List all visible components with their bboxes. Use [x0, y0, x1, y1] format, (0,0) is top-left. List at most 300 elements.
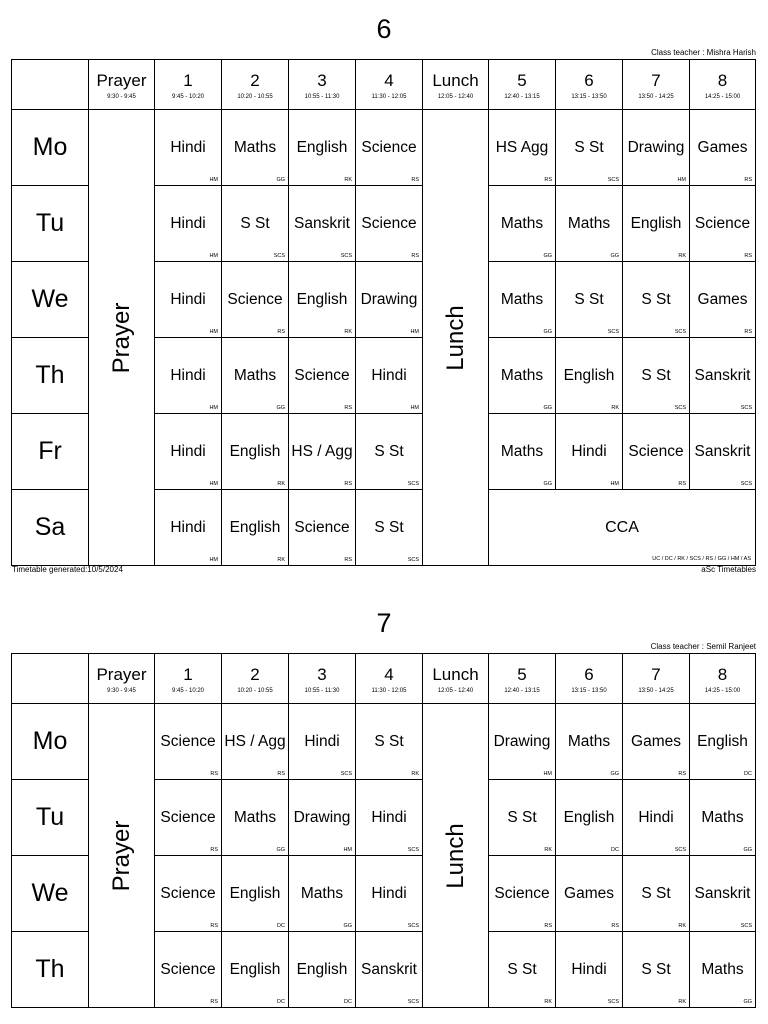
subject-name: Hindi — [371, 809, 407, 826]
lesson-cell — [222, 262, 289, 338]
teacher-code: RK — [611, 405, 619, 411]
teacher-code: RS — [411, 253, 419, 259]
teacher-code: HM — [209, 481, 218, 487]
day-label: We — [12, 262, 89, 338]
lesson-cell — [155, 490, 222, 566]
lesson-cell — [222, 490, 289, 566]
teacher-code: HM — [410, 405, 419, 411]
lesson-cell — [623, 262, 690, 338]
teacher-code: RK — [277, 481, 285, 487]
subject-name: Hindi — [170, 367, 206, 384]
timetable-grid — [11, 653, 756, 1008]
subject-name: English — [296, 139, 348, 156]
subject-name: Games — [564, 885, 614, 902]
day-row — [12, 110, 756, 186]
subject-name: Maths — [701, 961, 744, 978]
period-name: 5 — [517, 71, 527, 90]
period-name: 7 — [651, 665, 661, 684]
subject-name: Maths — [500, 215, 544, 232]
cca-teachers: UC / DC / RK / SCS / RS / GG / HM / AS — [652, 556, 751, 562]
timetable-title: 6 — [376, 14, 392, 44]
teacher-code: RS — [344, 481, 352, 487]
day-label: Sa — [12, 490, 89, 566]
teacher-code: RK — [678, 923, 686, 929]
lesson-cell — [222, 110, 289, 186]
lesson-cell — [556, 704, 623, 780]
subject-name: S St — [641, 367, 671, 384]
teacher-code: GG — [276, 847, 285, 853]
period-header — [623, 654, 690, 704]
lesson-cell — [356, 780, 423, 856]
period-time: 9:45 - 10:20 — [171, 688, 205, 694]
period-header — [155, 60, 222, 110]
teacher-code: DC — [277, 999, 285, 1005]
subject-name: Maths — [233, 367, 277, 384]
subject-name: Maths — [701, 809, 744, 826]
teacher-code: SCS — [607, 177, 619, 183]
day-label: Tu — [12, 186, 89, 262]
subject-name: English — [697, 733, 748, 750]
teacher-code: RK — [344, 329, 352, 335]
lesson-cell — [489, 856, 556, 932]
prayer-label: Prayer — [107, 302, 135, 373]
teacher-code: RK — [344, 177, 352, 183]
lesson-cell — [556, 262, 623, 338]
teacher-code: GG — [743, 847, 752, 853]
lesson-cell — [623, 338, 690, 414]
teacher-code: RS — [678, 771, 686, 777]
class-teacher: Class teacher : Mishra Harish — [651, 48, 756, 57]
teacher-code: HM — [343, 847, 352, 853]
subject-name: S St — [374, 733, 404, 750]
lunch-label: Lunch — [441, 304, 469, 371]
subject-name: English — [229, 885, 281, 902]
lesson-cell — [690, 414, 756, 490]
lesson-cell — [222, 932, 289, 1008]
teacher-code: GG — [610, 771, 619, 777]
teacher-code: GG — [743, 999, 752, 1005]
lesson-cell — [289, 932, 356, 1008]
subject-name: Science — [361, 215, 417, 232]
subject-name: S St — [641, 961, 671, 978]
period-header — [356, 60, 423, 110]
lesson-cell — [289, 704, 356, 780]
subject-name: Drawing — [493, 733, 551, 750]
subject-name: Maths — [500, 443, 544, 460]
subject-name: Maths — [233, 139, 277, 156]
teacher-code: HM — [209, 557, 218, 563]
subject-name: S St — [641, 291, 671, 308]
teacher-code: HM — [610, 481, 619, 487]
lesson-cell — [356, 110, 423, 186]
period-name: 4 — [384, 665, 394, 684]
lesson-cell — [623, 780, 690, 856]
lesson-cell — [690, 338, 756, 414]
teacher-code: SCS — [340, 253, 352, 259]
period-header — [289, 654, 356, 704]
subject-name: Sanskrit — [694, 443, 751, 460]
subject-name: Maths — [233, 809, 277, 826]
lesson-cell — [623, 414, 690, 490]
period-name: 2 — [250, 665, 260, 684]
period-time: 12:05 - 12:40 — [437, 94, 474, 100]
period-time: 12:05 - 12:40 — [437, 688, 474, 694]
subject-name: S St — [507, 961, 537, 978]
lesson-cell — [222, 780, 289, 856]
subject-name: S St — [641, 885, 671, 902]
teacher-code: RK — [678, 999, 686, 1005]
teacher-code: RS — [210, 923, 218, 929]
teacher-code: RS — [344, 557, 352, 563]
period-name: 6 — [584, 665, 594, 684]
period-time: 13:15 - 13:50 — [571, 94, 607, 100]
subject-name: Sanskrit — [694, 367, 751, 384]
subject-name: Hindi — [638, 809, 674, 826]
period-header — [556, 60, 623, 110]
day-label: Tu — [12, 780, 89, 856]
teacher-code: RK — [544, 847, 552, 853]
teacher-code: RS — [744, 177, 752, 183]
period-time: 12:40 - 13:15 — [504, 688, 540, 694]
teacher-code: RS — [210, 999, 218, 1005]
lesson-cell — [489, 780, 556, 856]
subject-name: S St — [574, 291, 604, 308]
subject-name: English — [630, 215, 682, 232]
subject-name: Maths — [567, 215, 611, 232]
period-name: 6 — [584, 71, 594, 90]
period-header — [289, 60, 356, 110]
prayer-cell — [89, 110, 155, 566]
lesson-cell — [623, 856, 690, 932]
teacher-code: SCS — [674, 847, 686, 853]
subject-name: Games — [631, 733, 681, 750]
subject-name: Science — [694, 215, 751, 232]
day-row — [12, 704, 756, 780]
period-header — [423, 654, 489, 704]
period-time: 10:20 - 10:55 — [237, 94, 273, 100]
lesson-cell — [155, 704, 222, 780]
subject-name: Science — [160, 885, 216, 902]
lesson-cell — [155, 932, 222, 1008]
subject-name: English — [563, 809, 615, 826]
period-name: Lunch — [432, 665, 479, 684]
prayer-label: Prayer — [107, 820, 135, 891]
subject-name: HS / Agg — [291, 443, 353, 460]
teacher-code: HM — [209, 405, 218, 411]
lesson-cell — [690, 780, 756, 856]
subject-name: Hindi — [571, 961, 607, 978]
lunch-cell — [423, 110, 489, 566]
lesson-cell — [556, 110, 623, 186]
lesson-cell — [690, 856, 756, 932]
day-label: Mo — [12, 110, 89, 186]
lesson-cell — [489, 414, 556, 490]
period-time: 9:30 - 9:45 — [107, 688, 136, 694]
lesson-cell — [289, 490, 356, 566]
subject-name: HS / Agg — [224, 733, 286, 750]
period-header — [356, 654, 423, 704]
lesson-cell — [356, 338, 423, 414]
lesson-cell — [623, 704, 690, 780]
teacher-code: RS — [611, 923, 619, 929]
corner-cell — [12, 654, 89, 704]
teacher-code: SCS — [740, 405, 752, 411]
subject-name: Maths — [500, 367, 544, 384]
subject-name: S St — [374, 519, 404, 536]
teacher-code: GG — [543, 329, 552, 335]
cca-cell — [489, 490, 756, 566]
subject-name: Games — [697, 139, 748, 156]
period-header — [690, 60, 756, 110]
teacher-code: RS — [678, 481, 686, 487]
teacher-code: GG — [276, 405, 285, 411]
period-name: 1 — [183, 665, 193, 684]
lesson-cell — [155, 338, 222, 414]
subject-name: S St — [240, 215, 270, 232]
period-time: 10:55 - 11:30 — [304, 688, 340, 694]
timetable-grid — [11, 59, 756, 566]
lesson-cell — [356, 490, 423, 566]
subject-name: Hindi — [170, 443, 206, 460]
subject-name: Science — [361, 139, 417, 156]
lesson-cell — [489, 338, 556, 414]
day-label: Mo — [12, 704, 89, 780]
lesson-cell — [222, 186, 289, 262]
lesson-cell — [556, 186, 623, 262]
lesson-cell — [556, 932, 623, 1008]
lesson-cell — [155, 110, 222, 186]
teacher-code: RS — [344, 405, 352, 411]
period-time: 9:30 - 9:45 — [107, 94, 136, 100]
teacher-code: RK — [678, 253, 686, 259]
lesson-cell — [489, 186, 556, 262]
teacher-code: RS — [544, 177, 552, 183]
lesson-cell — [356, 186, 423, 262]
subject-name: Drawing — [360, 291, 418, 308]
period-name: 3 — [317, 665, 327, 684]
teacher-code: DC — [611, 847, 619, 853]
period-header — [623, 60, 690, 110]
subject-name: Science — [160, 961, 216, 978]
teacher-code: SCS — [607, 329, 619, 335]
subject-name: Sanskrit — [361, 961, 417, 978]
subject-name: Science — [294, 519, 350, 536]
period-header — [89, 60, 155, 110]
teacher-code: SCS — [740, 923, 752, 929]
teacher-code: HM — [209, 253, 218, 259]
period-time: 13:15 - 13:50 — [571, 688, 607, 694]
teacher-code: DC — [744, 771, 752, 777]
period-header — [556, 654, 623, 704]
lesson-cell — [690, 110, 756, 186]
subject-name: English — [229, 961, 281, 978]
teacher-code: RK — [277, 557, 285, 563]
teacher-code: SCS — [407, 999, 419, 1005]
subject-name: Hindi — [170, 519, 206, 536]
cca-label: CCA — [605, 518, 639, 536]
prayer-cell — [89, 704, 155, 1008]
lesson-cell — [556, 856, 623, 932]
period-time: 13:50 - 14:25 — [638, 94, 674, 100]
lesson-cell — [222, 704, 289, 780]
period-time: 10:20 - 10:55 — [237, 688, 273, 694]
period-header — [489, 60, 556, 110]
period-time: 13:50 - 14:25 — [638, 688, 674, 694]
day-label: Th — [12, 932, 89, 1008]
lesson-cell — [356, 932, 423, 1008]
period-header — [423, 60, 489, 110]
period-header — [489, 654, 556, 704]
lesson-cell — [556, 414, 623, 490]
teacher-code: GG — [543, 481, 552, 487]
subject-name: Science — [160, 809, 216, 826]
period-time: 9:45 - 10:20 — [171, 94, 205, 100]
day-label: Fr — [12, 414, 89, 490]
lesson-cell — [222, 414, 289, 490]
teacher-code: SCS — [674, 405, 686, 411]
teacher-code: GG — [543, 405, 552, 411]
lesson-cell — [356, 704, 423, 780]
lesson-cell — [690, 186, 756, 262]
lesson-cell — [556, 338, 623, 414]
teacher-code: RS — [210, 847, 218, 853]
period-time: 11:30 - 12:05 — [371, 94, 407, 100]
subject-name: Maths — [500, 291, 544, 308]
teacher-code: GG — [543, 253, 552, 259]
period-time: 10:55 - 11:30 — [304, 94, 340, 100]
period-time: 14:25 - 15:00 — [704, 688, 741, 694]
subject-name: Science — [227, 291, 283, 308]
subject-name: Sanskrit — [294, 215, 350, 232]
subject-name: S St — [374, 443, 404, 460]
lesson-cell — [623, 186, 690, 262]
period-time: 12:40 - 13:15 — [504, 94, 540, 100]
subject-name: S St — [574, 139, 604, 156]
lesson-cell — [222, 856, 289, 932]
teacher-code: DC — [344, 999, 352, 1005]
period-name: 8 — [717, 71, 728, 90]
corner-cell — [12, 60, 89, 110]
teacher-code: RS — [744, 329, 752, 335]
subject-name: English — [296, 961, 348, 978]
period-name: 4 — [384, 71, 394, 90]
teacher-code: RS — [411, 177, 419, 183]
subject-name: Hindi — [170, 139, 206, 156]
subject-name: Hindi — [170, 291, 206, 308]
subject-name: English — [229, 443, 281, 460]
timetable-title: 7 — [376, 608, 392, 638]
subject-name: Games — [697, 291, 748, 308]
lesson-cell — [489, 110, 556, 186]
lesson-cell — [155, 780, 222, 856]
lesson-cell — [155, 262, 222, 338]
teacher-code: RS — [544, 923, 552, 929]
lesson-cell — [623, 110, 690, 186]
teacher-code: SCS — [407, 847, 419, 853]
teacher-code: SCS — [407, 923, 419, 929]
lesson-cell — [489, 704, 556, 780]
period-time: 11:30 - 12:05 — [371, 688, 407, 694]
subject-name: Hindi — [304, 733, 340, 750]
lesson-cell — [489, 262, 556, 338]
subject-name: English — [563, 367, 615, 384]
subject-name: Science — [628, 443, 684, 460]
period-name: 8 — [717, 665, 728, 684]
subject-name: Maths — [300, 885, 344, 902]
period-header — [690, 654, 756, 704]
day-label: Th — [12, 338, 89, 414]
teacher-code: SCS — [607, 999, 619, 1005]
lesson-cell — [690, 262, 756, 338]
lesson-cell — [155, 856, 222, 932]
day-label: We — [12, 856, 89, 932]
teacher-code: HM — [677, 177, 686, 183]
lesson-cell — [289, 186, 356, 262]
teacher-code: SCS — [407, 481, 419, 487]
period-name: 5 — [517, 665, 527, 684]
subject-name: Science — [494, 885, 550, 902]
period-name: 2 — [250, 71, 260, 90]
period-header — [155, 654, 222, 704]
lesson-cell — [623, 932, 690, 1008]
subject-name: Science — [160, 733, 216, 750]
period-name: 1 — [183, 71, 193, 90]
teacher-code: SCS — [407, 557, 419, 563]
teacher-code: RK — [411, 771, 419, 777]
lesson-cell — [356, 262, 423, 338]
teacher-code: SCS — [340, 771, 352, 777]
lunch-cell — [423, 704, 489, 1008]
teacher-code: DC — [277, 923, 285, 929]
period-time: 14:25 - 15:00 — [704, 94, 741, 100]
teacher-code: HM — [209, 177, 218, 183]
lesson-cell — [222, 338, 289, 414]
teacher-code: RS — [210, 771, 218, 777]
period-name: Prayer — [96, 665, 147, 684]
lesson-cell — [289, 110, 356, 186]
subject-name: Drawing — [627, 139, 685, 156]
subject-name: Sanskrit — [694, 885, 751, 902]
teacher-code: HM — [543, 771, 552, 777]
teacher-code: RS — [277, 329, 285, 335]
teacher-code: SCS — [273, 253, 285, 259]
period-header — [89, 654, 155, 704]
lesson-cell — [289, 856, 356, 932]
period-name: 7 — [651, 71, 661, 90]
lesson-cell — [289, 414, 356, 490]
subject-name: Maths — [567, 733, 611, 750]
teacher-code: GG — [610, 253, 619, 259]
lesson-cell — [690, 704, 756, 780]
timetable-generated-date: Timetable generated:10/5/2024 — [12, 565, 123, 574]
teacher-code: SCS — [740, 481, 752, 487]
lesson-cell — [489, 932, 556, 1008]
period-header — [222, 60, 289, 110]
subject-name: HS Agg — [495, 139, 549, 156]
teacher-code: GG — [343, 923, 352, 929]
teacher-code: RS — [744, 253, 752, 259]
subject-name: Hindi — [371, 367, 407, 384]
lesson-cell — [356, 856, 423, 932]
subject-name: Science — [294, 367, 350, 384]
period-name: Lunch — [432, 71, 479, 90]
teacher-code: HM — [209, 329, 218, 335]
lunch-label: Lunch — [441, 822, 469, 889]
lesson-cell — [556, 780, 623, 856]
subject-name: Drawing — [293, 809, 351, 826]
teacher-code: RK — [544, 999, 552, 1005]
teacher-code: RS — [277, 771, 285, 777]
